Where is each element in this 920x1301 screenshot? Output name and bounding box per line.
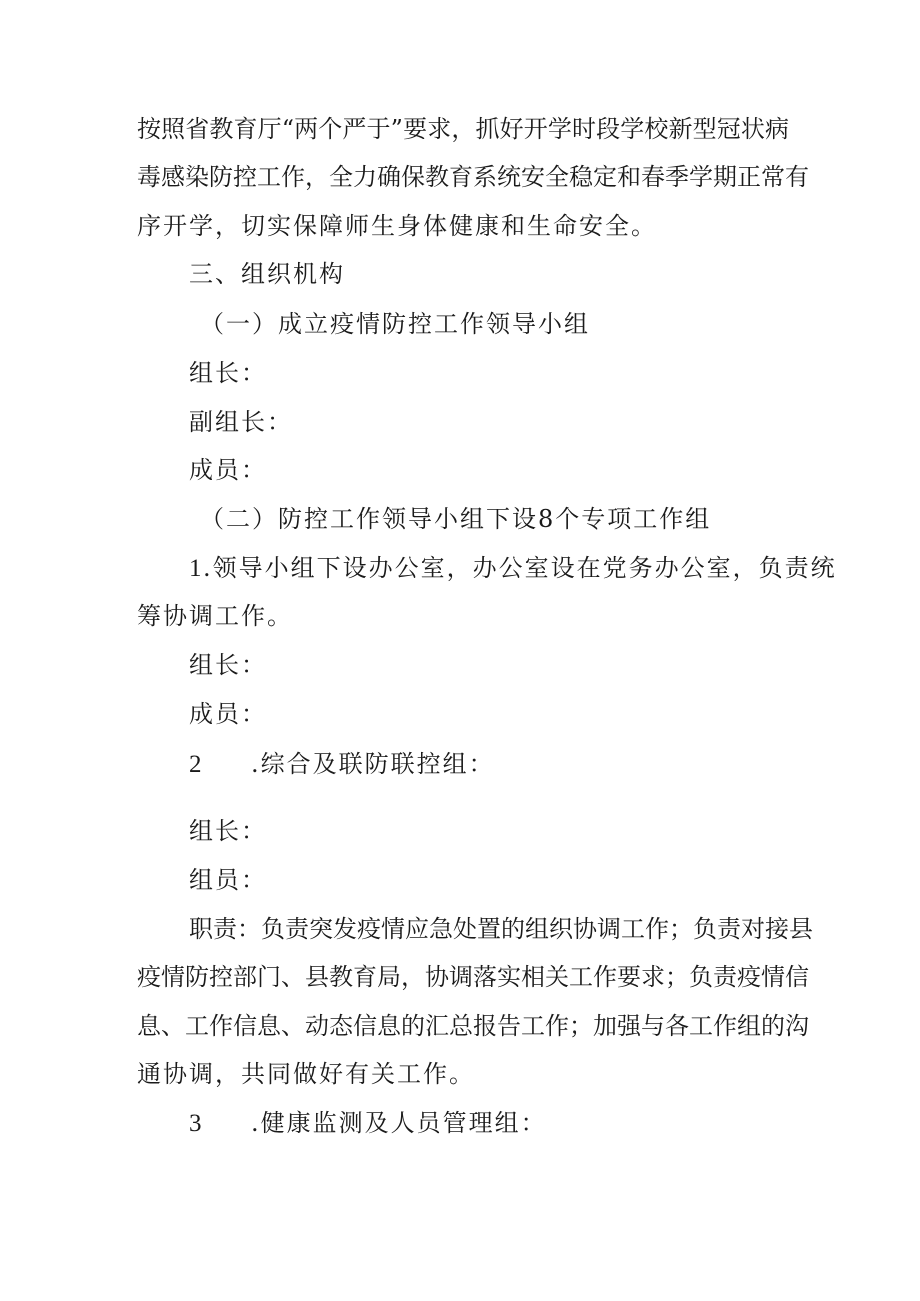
list-item-number: 1 [189, 555, 202, 582]
list-item [189, 1108, 547, 1139]
list-item-text: .健康监测及人员管理组： [251, 1109, 547, 1137]
paragraph-line: 疫情防控部门、县教育局，协调落实相关工作要求；负责疫情信 [137, 963, 809, 991]
paragraph-line: 息、工作信息、动态信息的汇总报告工作；加强与各工作组的沟 [137, 1012, 809, 1040]
paragraph-line: 按照省教育厅“两个严于”要求，抓好开学时段学校新型冠状病 [137, 115, 789, 143]
field-label: 成员： [189, 456, 267, 484]
field-label: 组长： [189, 651, 267, 679]
section-heading: 三、组织机构 [189, 260, 345, 288]
list-item-number: 3 [189, 1110, 202, 1137]
subsection-heading: （二）防控工作领导小组下设8个专项工作组 [200, 505, 712, 533]
paragraph-line: 序开学，切实保障师生身体健康和生命安全。 [137, 212, 657, 240]
field-label: 副组长： [189, 408, 293, 436]
field-label: 成员： [189, 700, 267, 728]
field-label: 组长： [189, 359, 267, 387]
field-label: 组长： [189, 817, 267, 845]
subsection-heading: （一）成立疫情防控工作领导小组 [200, 310, 590, 338]
paragraph-line: 通协调，共同做好有关工作。 [137, 1060, 475, 1088]
list-item-number: 2 [189, 751, 202, 778]
list-item-text: .领导小组下设办公室，办公室设在党务办公室，负责统 [203, 554, 837, 582]
paragraph-line: 筹协调工作。 [137, 602, 293, 630]
field-label: 组员： [189, 866, 267, 894]
list-item [189, 553, 837, 584]
list-item [189, 749, 495, 780]
list-item-text: .综合及联防联控组： [251, 750, 495, 778]
paragraph-line: 职责：负责突发疫情应急处置的组织协调工作；负责对接县 [189, 915, 813, 943]
paragraph-line: 毒感染防控工作，全力确保教育系统安全稳定和春季学期正常有 [137, 163, 809, 191]
